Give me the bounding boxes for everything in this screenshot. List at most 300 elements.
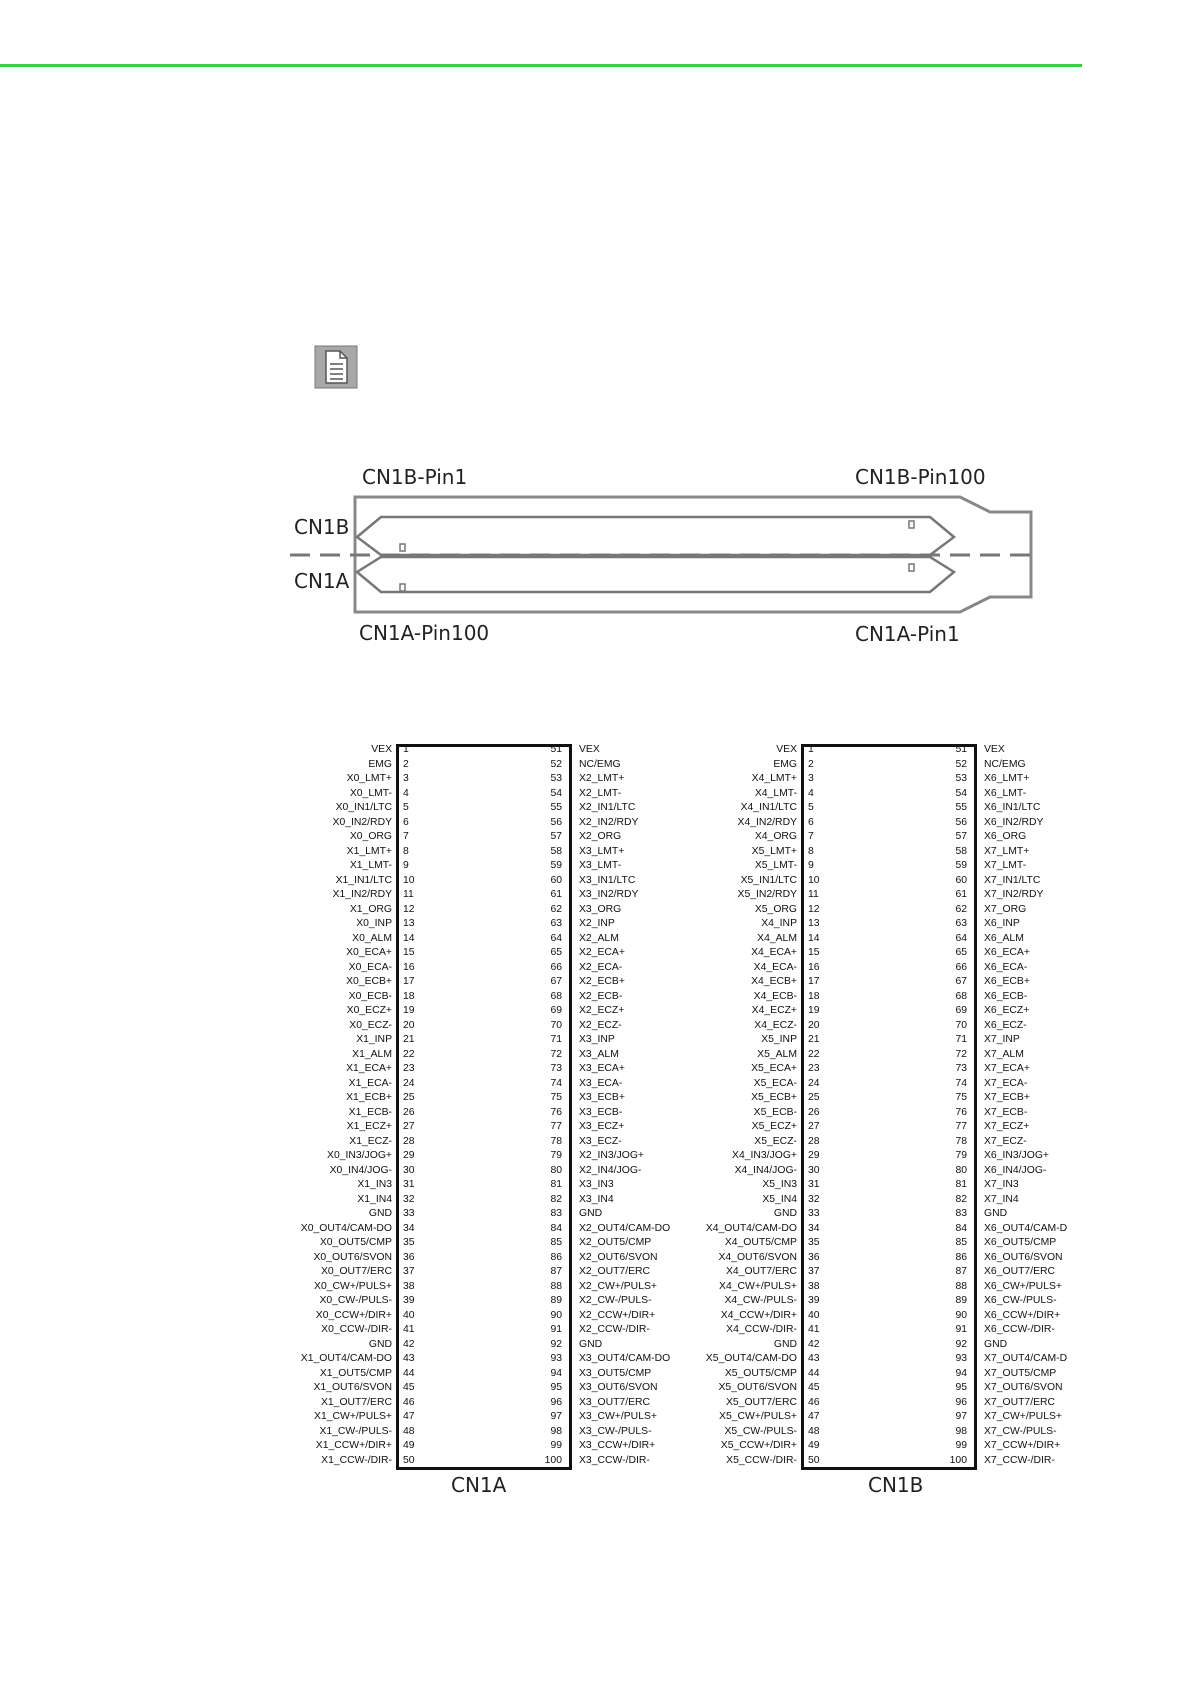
- cn1b-left-pin-number: 42: [808, 1338, 820, 1350]
- cn1a-right-pin-number: 97: [550, 1411, 562, 1422]
- cn1a-left-pin-number: 31: [403, 1179, 415, 1190]
- cn1b-right-signal: X6_CW+/PULS+: [984, 1280, 1062, 1292]
- cn1b-left-signal: X4_IN1/LTC: [740, 802, 797, 813]
- cn1b-label: CN1B: [294, 515, 350, 539]
- cn1a-left-signal: GND: [368, 1338, 392, 1350]
- cn1b-left-signal: X4_ECZ-: [754, 1019, 797, 1031]
- cn1b-left-signal: X4_LMT-: [754, 787, 797, 799]
- cn1a-right-signal: X2_ALM: [579, 932, 619, 944]
- cn1a-left-signal: X0_INP: [356, 918, 392, 929]
- cn1a-left-signal: X0_LMT-: [349, 787, 392, 799]
- cn1b-left-pin-number: 11: [808, 889, 819, 900]
- cn1b-right-pin-number: 74: [955, 1077, 967, 1089]
- cn1b-left-signal: X4_OUT6/SVON: [718, 1251, 797, 1263]
- cn1a-left-pin-number: 49: [403, 1440, 415, 1451]
- cn1a-left-signal: X0_OUT6/SVON: [313, 1251, 392, 1263]
- cn1b-right-signal: VEX: [984, 744, 1005, 755]
- cn1b-left-signal: X4_IN3/JOG+: [732, 1150, 797, 1161]
- cn1b-right-signal: X7_LMT-: [984, 860, 1027, 871]
- document-note-icon: [314, 345, 358, 389]
- cn1a-right-signal: X3_ECZ+: [579, 1121, 625, 1132]
- cn1a-left-pin-number: 19: [403, 1005, 415, 1016]
- cn1b-left-pin-number: 40: [808, 1309, 820, 1321]
- cn1b-right-signal: X6_INP: [984, 918, 1020, 929]
- cn1a-left-pin-number: 24: [403, 1077, 415, 1089]
- cn1a-left-pin-number: 48: [403, 1425, 415, 1437]
- cn1a-right-pin-number: 69: [550, 1005, 562, 1016]
- cn1a-right-pin-number: 68: [550, 990, 562, 1002]
- cn1b-right-pin-number: 80: [955, 1164, 967, 1176]
- cn1a-left-signal: X0_OUT4/CAM-DO: [300, 1222, 392, 1234]
- cn1b-left-signal: X5_ECB-: [753, 1106, 797, 1118]
- cn1b-right-pin-number: 66: [955, 961, 967, 973]
- cn1b-left-pin-number: 1: [808, 744, 814, 755]
- cn1a-right-signal: X3_CCW-/DIR-: [579, 1454, 650, 1466]
- cn1b-right-signal: X6_IN4/JOG-: [984, 1164, 1047, 1176]
- cn1a-right-signal: X3_ECB+: [579, 1092, 625, 1103]
- cn1a-right-signal: X2_ECZ-: [579, 1019, 622, 1031]
- cn1a-right-signal: X2_ECA-: [579, 961, 623, 973]
- cn1b-right-pin-number: 88: [955, 1280, 967, 1292]
- cn1b-pin100-marker: [909, 521, 914, 528]
- cn1b-left-signal: X5_INP: [761, 1034, 797, 1045]
- cn1b-right-signal: X7_CW-/PULS-: [984, 1425, 1057, 1437]
- cn1a-right-signal: GND: [579, 1338, 603, 1350]
- cn1b-left-signal: X5_IN2/RDY: [737, 889, 797, 900]
- cn1a-right-pin-number: 91: [550, 1324, 562, 1335]
- cn1b-right-signal: X6_LMT+: [984, 773, 1030, 784]
- cn1a-right-signal: X2_IN4/JOG-: [579, 1164, 642, 1176]
- cn1a-left-signal: X1_OUT6/SVON: [313, 1382, 392, 1393]
- cn1b-right-pin-number: 61: [955, 889, 967, 900]
- cn1a-left-pin-number: 41: [403, 1324, 415, 1335]
- cn1a-left-signal: X1_ALM: [352, 1048, 392, 1060]
- cn1a-left-signal: X1_OUT7/ERC: [320, 1396, 392, 1408]
- cn1b-right-pin-number: 58: [955, 845, 967, 857]
- cn1b-right-signal: X7_ALM: [984, 1048, 1024, 1060]
- cn1b-left-signal: GND: [773, 1338, 797, 1350]
- cn1a-left-signal: X0_CCW+/DIR+: [315, 1309, 392, 1321]
- cn1b-left-signal: X5_ALM: [757, 1048, 797, 1060]
- cn1b-left-pin-number: 22: [808, 1048, 820, 1060]
- cn1a-left-signal: X0_ALM: [352, 932, 392, 944]
- cn1b-left-pin-number: 49: [808, 1440, 820, 1451]
- cn1b-right-signal: X7_OUT4/CAM-D: [984, 1353, 1068, 1364]
- cn1a-right-signal: X2_ECB+: [579, 976, 625, 987]
- cn1b-left-signal: X4_INP: [761, 918, 797, 929]
- cn1a-left-pin-number: 42: [403, 1338, 415, 1350]
- cn1a-right-pin-number: 60: [550, 874, 562, 886]
- cn1b-right-signal: X7_IN3: [984, 1179, 1019, 1190]
- cn1b-left-signal: X4_OUT7/ERC: [725, 1266, 797, 1277]
- cn1a-left-signal: X1_IN3: [357, 1179, 392, 1190]
- cn1a-right-signal: X2_CCW-/DIR-: [579, 1324, 650, 1335]
- cn1b-left-signal: X5_ECA+: [751, 1063, 797, 1074]
- cn1b-left-signal: X4_OUT5/CMP: [724, 1237, 797, 1248]
- cn1a-right-pin-number: 87: [550, 1266, 562, 1277]
- cn1a-right-pin-number: 77: [550, 1121, 562, 1132]
- cn1a-right-signal: X3_CW+/PULS+: [579, 1411, 657, 1422]
- cn1b-right-signal: X7_IN2/RDY: [984, 889, 1044, 900]
- cn1a-right-signal: X2_OUT4/CAM-DO: [579, 1222, 671, 1234]
- cn1a-right-pin-number: 61: [550, 889, 562, 900]
- cn1b-right-pin-number: 62: [955, 903, 967, 915]
- cn1b-pin100-label: CN1B-Pin100: [855, 465, 986, 489]
- cn1b-left-signal: X5_LMT-: [754, 860, 797, 871]
- cn1b-left-pin-number: 17: [808, 976, 820, 987]
- cn1b-right-pin-number: 75: [955, 1092, 967, 1103]
- cn1b-right-pin-number: 87: [955, 1266, 967, 1277]
- cn1a-right-signal: X2_LMT-: [579, 787, 622, 799]
- cn1a-left-signal: X1_OUT4/CAM-DO: [300, 1353, 392, 1364]
- cn1b-right-pin-number: 78: [955, 1135, 967, 1147]
- cn1a-right-signal: X2_IN2/RDY: [579, 816, 639, 828]
- cn1a-left-pin-number: 50: [403, 1454, 415, 1466]
- cn1a-left-pin-number: 8: [403, 845, 409, 857]
- cn1a-left-signal: X0_LMT+: [346, 773, 392, 784]
- cn1b-right-signal: X7_IN1/LTC: [984, 874, 1041, 886]
- cn1a-left-pin-number: 28: [403, 1135, 415, 1147]
- cn1a-right-pin-number: 51: [550, 744, 562, 755]
- cn1a-left-signal: X0_ECB-: [348, 990, 392, 1002]
- cn1a-right-signal: X2_INP: [579, 918, 615, 929]
- cn1b-right-pin-number: 76: [955, 1106, 967, 1118]
- cn1b-left-pin-number: 4: [808, 787, 814, 799]
- cn1a-right-pin-number: 65: [550, 947, 562, 958]
- cn1b-right-signal: X6_OUT6/SVON: [984, 1251, 1063, 1263]
- cn1a-right-pin-number: 81: [550, 1179, 562, 1190]
- cn1b-left-pin-number: 15: [808, 947, 820, 958]
- cn1b-right-pin-number: 70: [955, 1019, 967, 1031]
- cn1a-left-signal: X1_ECA+: [346, 1063, 392, 1074]
- cn1b-left-pin-number: 50: [808, 1454, 820, 1466]
- cn1b-right-signal: X6_ECB-: [984, 990, 1028, 1002]
- cn1a-right-signal: X3_LMT+: [579, 845, 625, 857]
- cn1b-left-pin-number: 45: [808, 1382, 820, 1393]
- cn1a-right-signal: X3_ECA+: [579, 1063, 625, 1074]
- cn1b-right-pin-number: 81: [955, 1179, 967, 1190]
- cn1a-left-signal: X1_IN2/RDY: [332, 889, 392, 900]
- cn1a-right-pin-number: 85: [550, 1237, 562, 1248]
- cn1a-left-signal: X1_CW-/PULS-: [319, 1425, 392, 1437]
- cn1b-right-signal: X7_ECB+: [984, 1092, 1030, 1103]
- cn1a-right-signal: X2_OUT6/SVON: [579, 1251, 658, 1263]
- cn1a-right-signal: X3_INP: [579, 1034, 615, 1045]
- cn1b-right-pin-number: 71: [955, 1034, 967, 1045]
- cn1a-right-pin-number: 58: [550, 845, 562, 857]
- cn1a-left-signal: X1_ECA-: [348, 1077, 392, 1089]
- cn1b-left-signal: GND: [773, 1208, 797, 1219]
- cn1b-left-pin-number: 6: [808, 816, 814, 828]
- cn1a-caption: CN1A: [451, 1473, 507, 1497]
- cn1a-right-signal: X3_IN3: [579, 1179, 614, 1190]
- cn1a-left-signal: X0_ECB+: [346, 976, 392, 987]
- cn1a-right-signal: X3_IN1/LTC: [579, 874, 636, 886]
- cn1b-left-signal: X5_CW-/PULS-: [724, 1425, 797, 1437]
- cn1a-right-pin-number: 92: [550, 1338, 562, 1350]
- cn1a-left-pin-number: 21: [403, 1034, 415, 1045]
- cn1a-left-signal: X0_ECA-: [348, 961, 392, 973]
- cn1a-right-signal: X2_OUT5/CMP: [579, 1237, 652, 1248]
- cn1a-right-signal: X2_ECA+: [579, 947, 625, 958]
- cn1b-right-signal: X6_ECZ+: [984, 1005, 1030, 1016]
- cn1a-right-pin-number: 74: [550, 1077, 562, 1089]
- cn1b-left-pin-number: 38: [808, 1280, 820, 1292]
- cn1b-left-signal: X4_LMT+: [751, 773, 797, 784]
- cn1a-left-pin-number: 23: [403, 1063, 415, 1074]
- cn1a-left-pin-number: 15: [403, 947, 415, 958]
- cn1b-left-signal: X5_CW+/PULS+: [719, 1411, 797, 1422]
- cn1b-left-signal: X5_OUT7/ERC: [725, 1396, 797, 1408]
- cn1a-left-signal: X1_ECZ-: [349, 1135, 392, 1147]
- cn1b-left-pin-number: 34: [808, 1222, 820, 1234]
- cn1b-right-signal: X6_ECA-: [984, 961, 1028, 973]
- cn1b-right-signal: X7_CCW+/DIR+: [984, 1440, 1061, 1451]
- cn1b-left-pin-number: 33: [808, 1208, 820, 1219]
- cn1a-left-pin-number: 16: [403, 961, 415, 973]
- cn1a-right-signal: VEX: [579, 744, 600, 755]
- cn1b-right-pin-number: 68: [955, 990, 967, 1002]
- cn1b-right-signal: X6_CCW-/DIR-: [984, 1324, 1055, 1335]
- cn1b-left-signal: X5_OUT4/CAM-DO: [705, 1353, 797, 1364]
- cn1a-left-pin-number: 25: [403, 1092, 415, 1103]
- cn1b-left-pin-number: 28: [808, 1135, 820, 1147]
- cn1a-right-signal: X2_CW-/PULS-: [579, 1295, 652, 1306]
- cn1a-right-pin-number: 63: [550, 918, 562, 929]
- cn1b-right-signal: X6_OUT5/CMP: [984, 1237, 1057, 1248]
- cn1b-left-pin-number: 31: [808, 1179, 820, 1190]
- cn1a-right-pin-number: 57: [550, 831, 562, 842]
- cn1a-right-signal: X3_IN4: [579, 1193, 614, 1205]
- cn1a-right-signal: X2_CW+/PULS+: [579, 1280, 657, 1292]
- cn1b-left-signal: X5_IN4: [762, 1193, 797, 1205]
- cn1a-left-pin-number: 27: [403, 1121, 415, 1132]
- cn1a-right-signal: GND: [579, 1208, 603, 1219]
- cn1a-left-pin-number: 10: [403, 874, 415, 886]
- cn1b-right-pin-number: 94: [955, 1367, 967, 1379]
- cn1b-left-pin-number: 8: [808, 845, 814, 857]
- cn1b-left-signal: X5_ECZ-: [754, 1135, 797, 1147]
- cn1a-left-signal: X0_CW+/PULS+: [314, 1280, 392, 1292]
- cn1a-pin100-label: CN1A-Pin100: [359, 621, 490, 645]
- cn1b-right-pin-number: 56: [955, 816, 967, 828]
- cn1b-right-signal: X6_ORG: [984, 831, 1027, 842]
- cn1a-left-signal: X1_ECB+: [346, 1092, 392, 1103]
- cn1a-left-signal: EMG: [368, 758, 392, 770]
- cn1b-left-signal: X4_ECA-: [753, 961, 797, 973]
- cn1a-right-signal: X3_LMT-: [579, 860, 622, 871]
- cn1a-pin1-label: CN1A-Pin1: [855, 622, 960, 646]
- cn1b-right-signal: X6_CCW+/DIR+: [984, 1309, 1061, 1321]
- cn1a-left-signal: X0_ECZ-: [349, 1019, 392, 1031]
- cn1a-left-pin-number: 39: [403, 1295, 415, 1306]
- cn1b-left-signal: X4_CW-/PULS-: [724, 1295, 797, 1306]
- cn1a-left-signal: X0_IN2/RDY: [332, 816, 392, 828]
- cn1b-left-signal: X4_ECB+: [751, 976, 797, 987]
- cn1b-left-pin-number: 7: [808, 831, 814, 842]
- cn1a-left-pin-number: 36: [403, 1251, 415, 1263]
- cn1b-left-signal: X5_LMT+: [751, 845, 797, 857]
- cn1a-right-pin-number: 95: [550, 1382, 562, 1393]
- cn1a-right-signal: X3_OUT7/ERC: [579, 1396, 651, 1408]
- cn1a-right-pin-number: 98: [550, 1425, 562, 1437]
- cn1b-left-pin-number: 30: [808, 1164, 820, 1176]
- cn1a-right-signal: X2_IN1/LTC: [579, 802, 636, 813]
- cn1a-left-pin-number: 4: [403, 787, 409, 799]
- cn1b-right-pin-number: 51: [955, 744, 967, 755]
- cn1b-right-signal: X7_INP: [984, 1034, 1020, 1045]
- cn1a-left-pin-number: 5: [403, 802, 409, 813]
- cn1a-left-pin-number: 22: [403, 1048, 415, 1060]
- cn1b-right-pin-number: 77: [955, 1121, 967, 1132]
- cn1b-left-pin-number: 47: [808, 1411, 820, 1422]
- cn1a-left-pin-number: 32: [403, 1193, 415, 1205]
- cn1a-left-pin-number: 11: [403, 889, 414, 900]
- cn1a-left-signal: X0_ECZ+: [346, 1005, 392, 1016]
- cn1a-left-pin-number: 46: [403, 1396, 415, 1408]
- cn1b-left-pin-number: 16: [808, 961, 820, 973]
- cn1a-right-pin-number: 54: [550, 787, 562, 799]
- cn1a-left-pin-number: 29: [403, 1150, 415, 1161]
- cn1a-left-pin-number: 44: [403, 1367, 415, 1379]
- cn1a-pin1-marker: [909, 564, 914, 571]
- cn1b-right-pin-number: 64: [955, 932, 967, 944]
- cn1b-right-pin-number: 95: [955, 1382, 967, 1393]
- cn1a-left-signal: X0_ECA+: [346, 947, 392, 958]
- cn1a-left-pin-number: 6: [403, 816, 409, 828]
- cn1a-right-signal: X2_ORG: [579, 831, 622, 842]
- cn1a-right-pin-number: 56: [550, 816, 562, 828]
- cn1a-right-signal: X3_CCW+/DIR+: [579, 1440, 656, 1451]
- cn1a-left-pin-number: 33: [403, 1208, 415, 1219]
- cn1b-left-signal: X5_IN3: [762, 1179, 797, 1190]
- cn1b-left-signal: X4_ORG: [754, 831, 797, 842]
- cn1b-right-pin-number: 100: [949, 1454, 967, 1466]
- cn1a-right-pin-number: 64: [550, 932, 562, 944]
- cn1b-right-pin-number: 98: [955, 1425, 967, 1437]
- cn1b-left-signal: X4_IN4/JOG-: [734, 1164, 797, 1176]
- cn1b-left-signal: X5_OUT5/CMP: [724, 1367, 797, 1379]
- cn1b-left-pin-number: 18: [808, 990, 820, 1002]
- cn1a-left-signal: X1_CCW+/DIR+: [315, 1440, 392, 1451]
- cn1a-left-signal: X1_ECB-: [348, 1106, 392, 1118]
- cn1a-right-pin-number: 84: [550, 1222, 562, 1234]
- cn1a-right-signal: X2_ECB-: [579, 990, 623, 1002]
- cn1a-right-pin-number: 52: [550, 758, 562, 770]
- cn1a-left-signal: X0_OUT7/ERC: [320, 1266, 392, 1277]
- cn1b-left-pin-number: 44: [808, 1367, 820, 1379]
- cn1b-caption: CN1B: [868, 1473, 924, 1497]
- cn1b-right-pin-number: 99: [955, 1440, 967, 1451]
- cn1a-right-signal: X3_OUT5/CMP: [579, 1367, 652, 1379]
- cn1a-left-pin-number: 47: [403, 1411, 415, 1422]
- cn1a-right-pin-number: 93: [550, 1353, 562, 1364]
- cn1a-right-pin-number: 94: [550, 1367, 562, 1379]
- cn1b-left-pin-number: 2: [808, 758, 814, 770]
- cn1b-right-pin-number: 91: [955, 1324, 967, 1335]
- cn1a-right-pin-number: 62: [550, 903, 562, 915]
- cn1a-left-signal: X1_ORG: [349, 903, 392, 915]
- cn1b-left-signal: X5_CCW-/DIR-: [726, 1454, 797, 1466]
- cn1a-left-signal: GND: [368, 1208, 392, 1219]
- cn1b-left-pin-number: 36: [808, 1251, 820, 1263]
- cn1b-left-pin-number: 10: [808, 874, 820, 886]
- cn1a-right-pin-number: 100: [544, 1454, 562, 1466]
- cn1b-right-signal: NC/EMG: [984, 758, 1026, 770]
- cn1a-right-signal: NC/EMG: [579, 758, 621, 770]
- cn1a-left-signal: X0_IN3/JOG+: [327, 1150, 392, 1161]
- cn1b-left-pin-number: 20: [808, 1019, 820, 1031]
- cn1b-right-pin-number: 85: [955, 1237, 967, 1248]
- cn1b-right-pin-number: 79: [955, 1150, 967, 1161]
- cn1b-right-pin-number: 72: [955, 1048, 967, 1060]
- cn1a-left-pin-number: 9: [403, 860, 409, 871]
- cn1a-left-signal: X1_LMT+: [346, 845, 392, 857]
- cn1b-right-pin-number: 65: [955, 947, 967, 958]
- cn1a-right-signal: X3_IN2/RDY: [579, 889, 639, 900]
- cn1b-right-signal: X6_ECA+: [984, 947, 1030, 958]
- cn1b-right-signal: X7_OUT5/CMP: [984, 1367, 1057, 1379]
- cn1a-left-pin-number: 7: [403, 831, 409, 842]
- cn1b-right-signal: X6_IN2/RDY: [984, 816, 1044, 828]
- cn1a-right-pin-number: 53: [550, 773, 562, 784]
- cn1b-left-signal: X5_OUT6/SVON: [718, 1382, 797, 1393]
- cn1b-right-signal: GND: [984, 1208, 1008, 1219]
- cn1b-right-pin-number: 93: [955, 1353, 967, 1364]
- cn1a-left-signal: X1_OUT5/CMP: [319, 1367, 392, 1379]
- cn1b-left-pin-number: 23: [808, 1063, 820, 1074]
- cn1b-left-pin-number: 48: [808, 1425, 820, 1437]
- cn1b-right-signal: X7_LMT+: [984, 845, 1030, 857]
- cn1a-left-signal: X0_CCW-/DIR-: [321, 1324, 392, 1335]
- cn1b-right-pin-number: 82: [955, 1193, 967, 1205]
- cn1a-left-signal: X1_LMT-: [349, 860, 392, 871]
- cn1b-left-signal: X4_IN2/RDY: [737, 816, 797, 828]
- cn1b-left-signal: X4_ECB-: [753, 990, 797, 1002]
- cn1b-right-signal: X7_ORG: [984, 903, 1027, 915]
- cn1b-left-pin-number: 46: [808, 1396, 820, 1408]
- cn1b-right-signal: X7_ECB-: [984, 1106, 1028, 1118]
- cn1b-right-signal: X6_CW-/PULS-: [984, 1295, 1057, 1306]
- cn1a-right-signal: X2_CCW+/DIR+: [579, 1309, 656, 1321]
- cn1b-right-signal: X7_ECA-: [984, 1077, 1028, 1089]
- cn1a-right-pin-number: 96: [550, 1396, 562, 1408]
- cn1b-left-pin-number: 37: [808, 1266, 820, 1277]
- cn1b-left-pin-number: 19: [808, 1005, 820, 1016]
- cn1b-left-signal: X4_ECA+: [751, 947, 797, 958]
- cn1a-left-pin-number: 2: [403, 758, 409, 770]
- cn1a-right-pin-number: 82: [550, 1193, 562, 1205]
- cn1b-right-pin-number: 90: [955, 1309, 967, 1321]
- cn1b-right-signal: GND: [984, 1338, 1008, 1350]
- cn1a-right-pin-number: 88: [550, 1280, 562, 1292]
- cn1b-right-pin-number: 73: [955, 1063, 967, 1074]
- cn1b-right-pin-number: 86: [955, 1251, 967, 1263]
- cn1a-left-pin-number: 45: [403, 1382, 415, 1393]
- cn1b-right-signal: X6_OUT4/CAM-D: [984, 1222, 1068, 1234]
- cn1b-right-pin-number: 60: [955, 874, 967, 886]
- cn1b-left-signal: X4_CW+/PULS+: [719, 1280, 797, 1292]
- cn1a-right-signal: X3_ALM: [579, 1048, 619, 1060]
- cn1a-right-pin-number: 72: [550, 1048, 562, 1060]
- cn1a-left-signal: X1_IN1/LTC: [335, 874, 392, 886]
- cn1b-left-pin-number: 27: [808, 1121, 820, 1132]
- cn1b-left-pin-number: 43: [808, 1353, 820, 1364]
- cn1b-left-pin-number: 25: [808, 1092, 820, 1103]
- cn1b-right-signal: X6_ECB+: [984, 976, 1030, 987]
- cn1b-right-pin-number: 84: [955, 1222, 967, 1234]
- cn1a-left-pin-number: 35: [403, 1237, 415, 1248]
